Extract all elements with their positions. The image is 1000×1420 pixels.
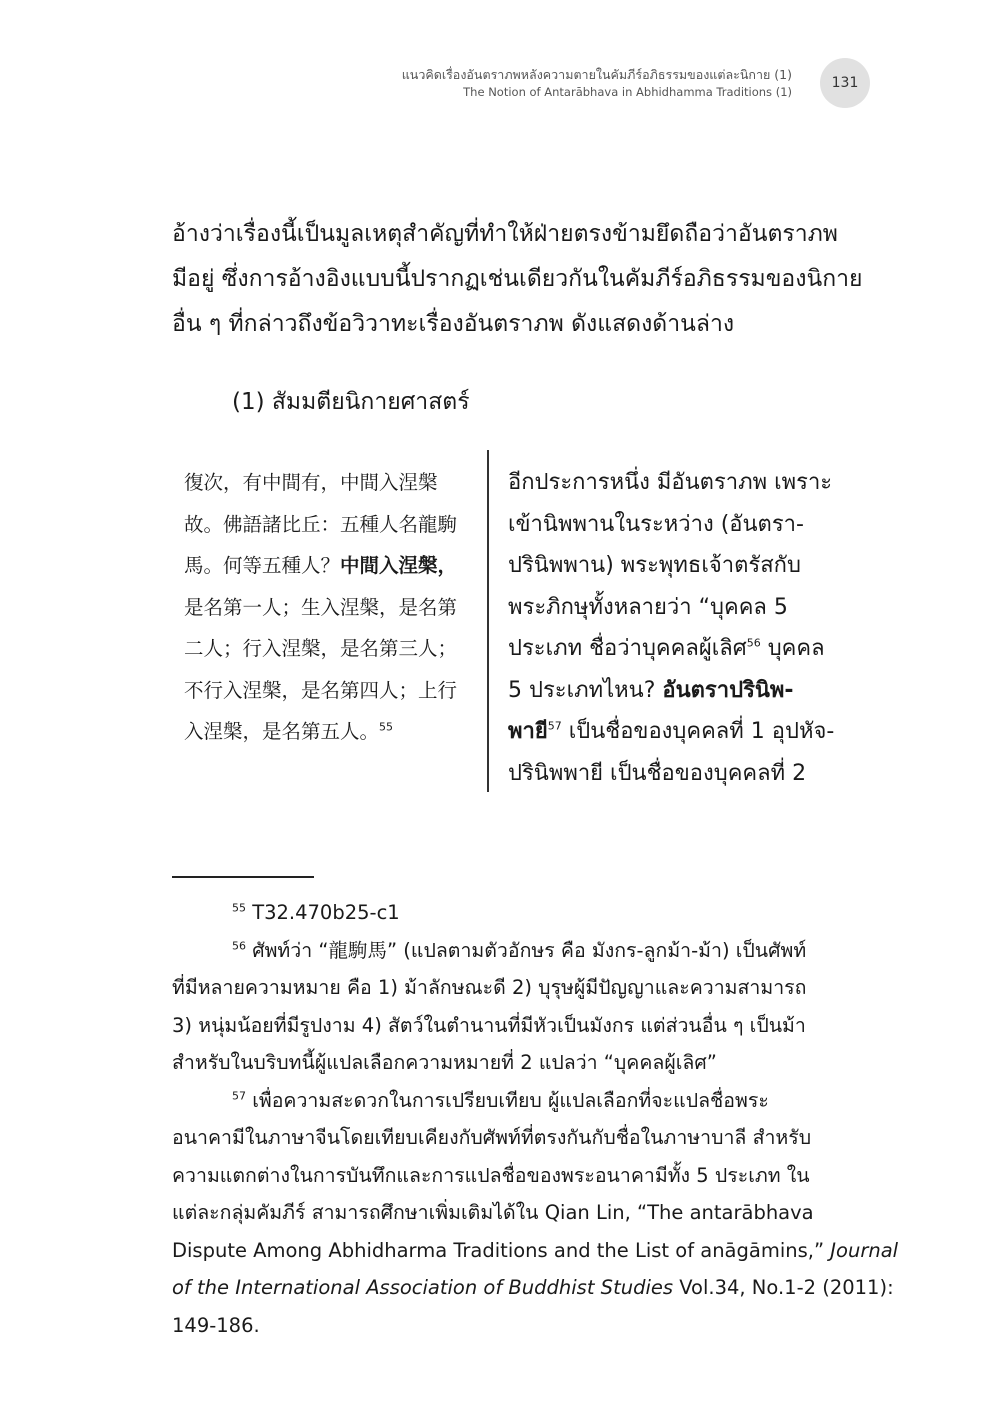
thai-text: ประเภท ชื่อว่าบุคคลผู้เลิศ — [508, 636, 747, 661]
footnote-line: อนาคามีในภาษาจีนโดยเทียบเคียงกับศัพท์ที่ตรงกันกับชื่อในภาษาบาลี สำหรับ — [172, 1126, 812, 1149]
journal-title: Journal — [830, 1238, 899, 1262]
intro-line: อื่น ๆ ที่กล่าวถึงข้อวิวาทะเรื่องอันตราภพ ดังแสดงด้านล่าง — [172, 311, 735, 337]
chinese-text: 馬。何等五種人？ — [184, 554, 341, 577]
footnote-56 — [172, 932, 862, 970]
thai-line: อีกประการหนึ่ง มีอันตราภพ เพราะ — [508, 470, 833, 495]
column-divider — [487, 450, 489, 792]
footnote-ref-55: 55 — [379, 720, 394, 734]
footnote-text: เพื่อความสะดวกในการเปรียบเทียบ ผู้แปลเลือกที่จะแปลชื่อพระ — [246, 1088, 769, 1112]
thai-line: พระภิกษุทั้งหลายว่า “บุคคล 5 — [508, 594, 788, 620]
footnotes — [172, 894, 899, 1344]
chinese-text: 入涅槃，是名第五人。 — [184, 720, 380, 743]
footnote-number: 55 — [232, 901, 246, 915]
thai-line — [508, 711, 848, 753]
header-english-title: The Notion of Antarābhava in Abhidhamma Traditions (1) — [463, 85, 792, 99]
footnote-number: 57 — [232, 1089, 246, 1102]
footnote-ref-56: 56 — [746, 636, 761, 650]
thai-text: เป็นชื่อของบุคคลที่ 1 อุปหัจ- — [561, 719, 835, 744]
section-heading: (1) สัมมตียนิกายศาสตร์ — [232, 389, 470, 415]
chinese-line — [184, 545, 474, 587]
chinese-line: 是名第一人；生入涅槃，是名第 — [184, 595, 458, 619]
footnote-text: Vol.34, No.1-2 (2011): — [673, 1276, 894, 1299]
footnote-57 — [172, 1082, 862, 1120]
thai-bold-term: พายี — [508, 719, 548, 744]
footnote-55 — [172, 894, 862, 932]
intro-line: อ้างว่าเรื่องนี้เป็นมูลเหตุสำคัญที่ทำให้ฝ่ายตรงข้ามยึดถือว่าอันตราภพ — [172, 221, 838, 247]
chinese-line: 故。佛語諸比丘：五種人名龍駒 — [184, 512, 458, 536]
running-header — [402, 66, 792, 100]
footnote-rule — [172, 876, 314, 878]
thai-translation-column — [508, 462, 848, 794]
footnote-line: สำหรับในบริบทนี้ผู้แปลเลือกความหมายที่ 2 แปลว่า “บุคคลผู้เลิศ” — [172, 1051, 717, 1074]
chinese-bold-term: 中間入涅槃， — [340, 554, 458, 577]
footnote-number: 56 — [232, 939, 246, 952]
chinese-line: 不行入涅槃，是名第四人；上行 — [184, 678, 458, 702]
chinese-line — [184, 711, 474, 753]
footnote-ref-57: 57 — [547, 719, 562, 733]
footnote-line: แต่ละกลุ่มคัมภีร์ สามารถศึกษาเพิ่มเติมได้ใน Qian Lin, “The antarābhava — [172, 1201, 814, 1224]
thai-line: ปรินิพพาน) พระพุทธเจ้าตรัสกับ — [508, 553, 801, 578]
page-number: 131 — [820, 58, 870, 108]
footnote-line: ความแตกต่างในการบันทึกและการแปลชื่อของพระอนาคามีทั้ง 5 ประเภท ใน — [172, 1163, 810, 1187]
intro-line: มีอยู่ ซึ่งการอ้างอิงแบบนี้ปรากฏเช่นเดียวกันในคัมภีร์อภิธรรมของนิกาย — [172, 266, 863, 292]
chinese-line: 復次，有中間有，中間入涅槃 — [184, 471, 438, 494]
thai-line: เข้านิพพานในระหว่าง (อันตรา- — [508, 511, 804, 537]
thai-text: 5 ประเภทไหน? — [508, 677, 663, 703]
footnote-line — [172, 1269, 894, 1307]
footnote-text: ศัพท์ว่า “龍駒馬” (แปลตามตัวอักษร คือ มังกร-ลูกม้า-ม้า) เป็นศัพท์ — [246, 938, 807, 962]
header-thai-title: แนวคิดเรื่องอันตราภพหลังความตายในคัมภีร์อภิธรรมของแต่ละนิกาย (1) — [401, 67, 792, 82]
thai-line — [508, 628, 848, 670]
intro-paragraph — [172, 212, 872, 347]
footnote-line: ที่มีหลายความหมาย คือ 1) ม้าลักษณะดี 2) บุรุษผู้มีปัญญาและความสามารถ — [172, 976, 807, 999]
thai-line: ปรินิพพายี เป็นชื่อของบุคคลที่ 2 — [508, 760, 807, 786]
footnote-line — [172, 1232, 899, 1270]
footnote-text: Dispute Among Abhidharma Traditions and the List of anāgāmins,” — [172, 1238, 831, 1262]
footnote-text: T32.470b25-c1 — [246, 901, 400, 924]
footnote-line: 3) หนุ่มน้อยที่มีรูปงาม 4) สัตว์ในตำนานที่มีหัวเป็นมังกร แต่ส่วนอื่น ๆ เป็นม้า — [172, 1013, 806, 1037]
footnote-line: 149-186. — [172, 1313, 260, 1337]
thai-line — [508, 670, 848, 712]
chinese-text-column — [184, 462, 474, 753]
journal-title: of the International Association of Buddhist Studies — [172, 1276, 674, 1299]
thai-text: บุคคล — [760, 636, 825, 661]
chinese-line: 二人；行入涅槃，是名第三人； — [184, 637, 458, 660]
thai-bold-term: อันตราปรินิพ- — [662, 677, 794, 703]
